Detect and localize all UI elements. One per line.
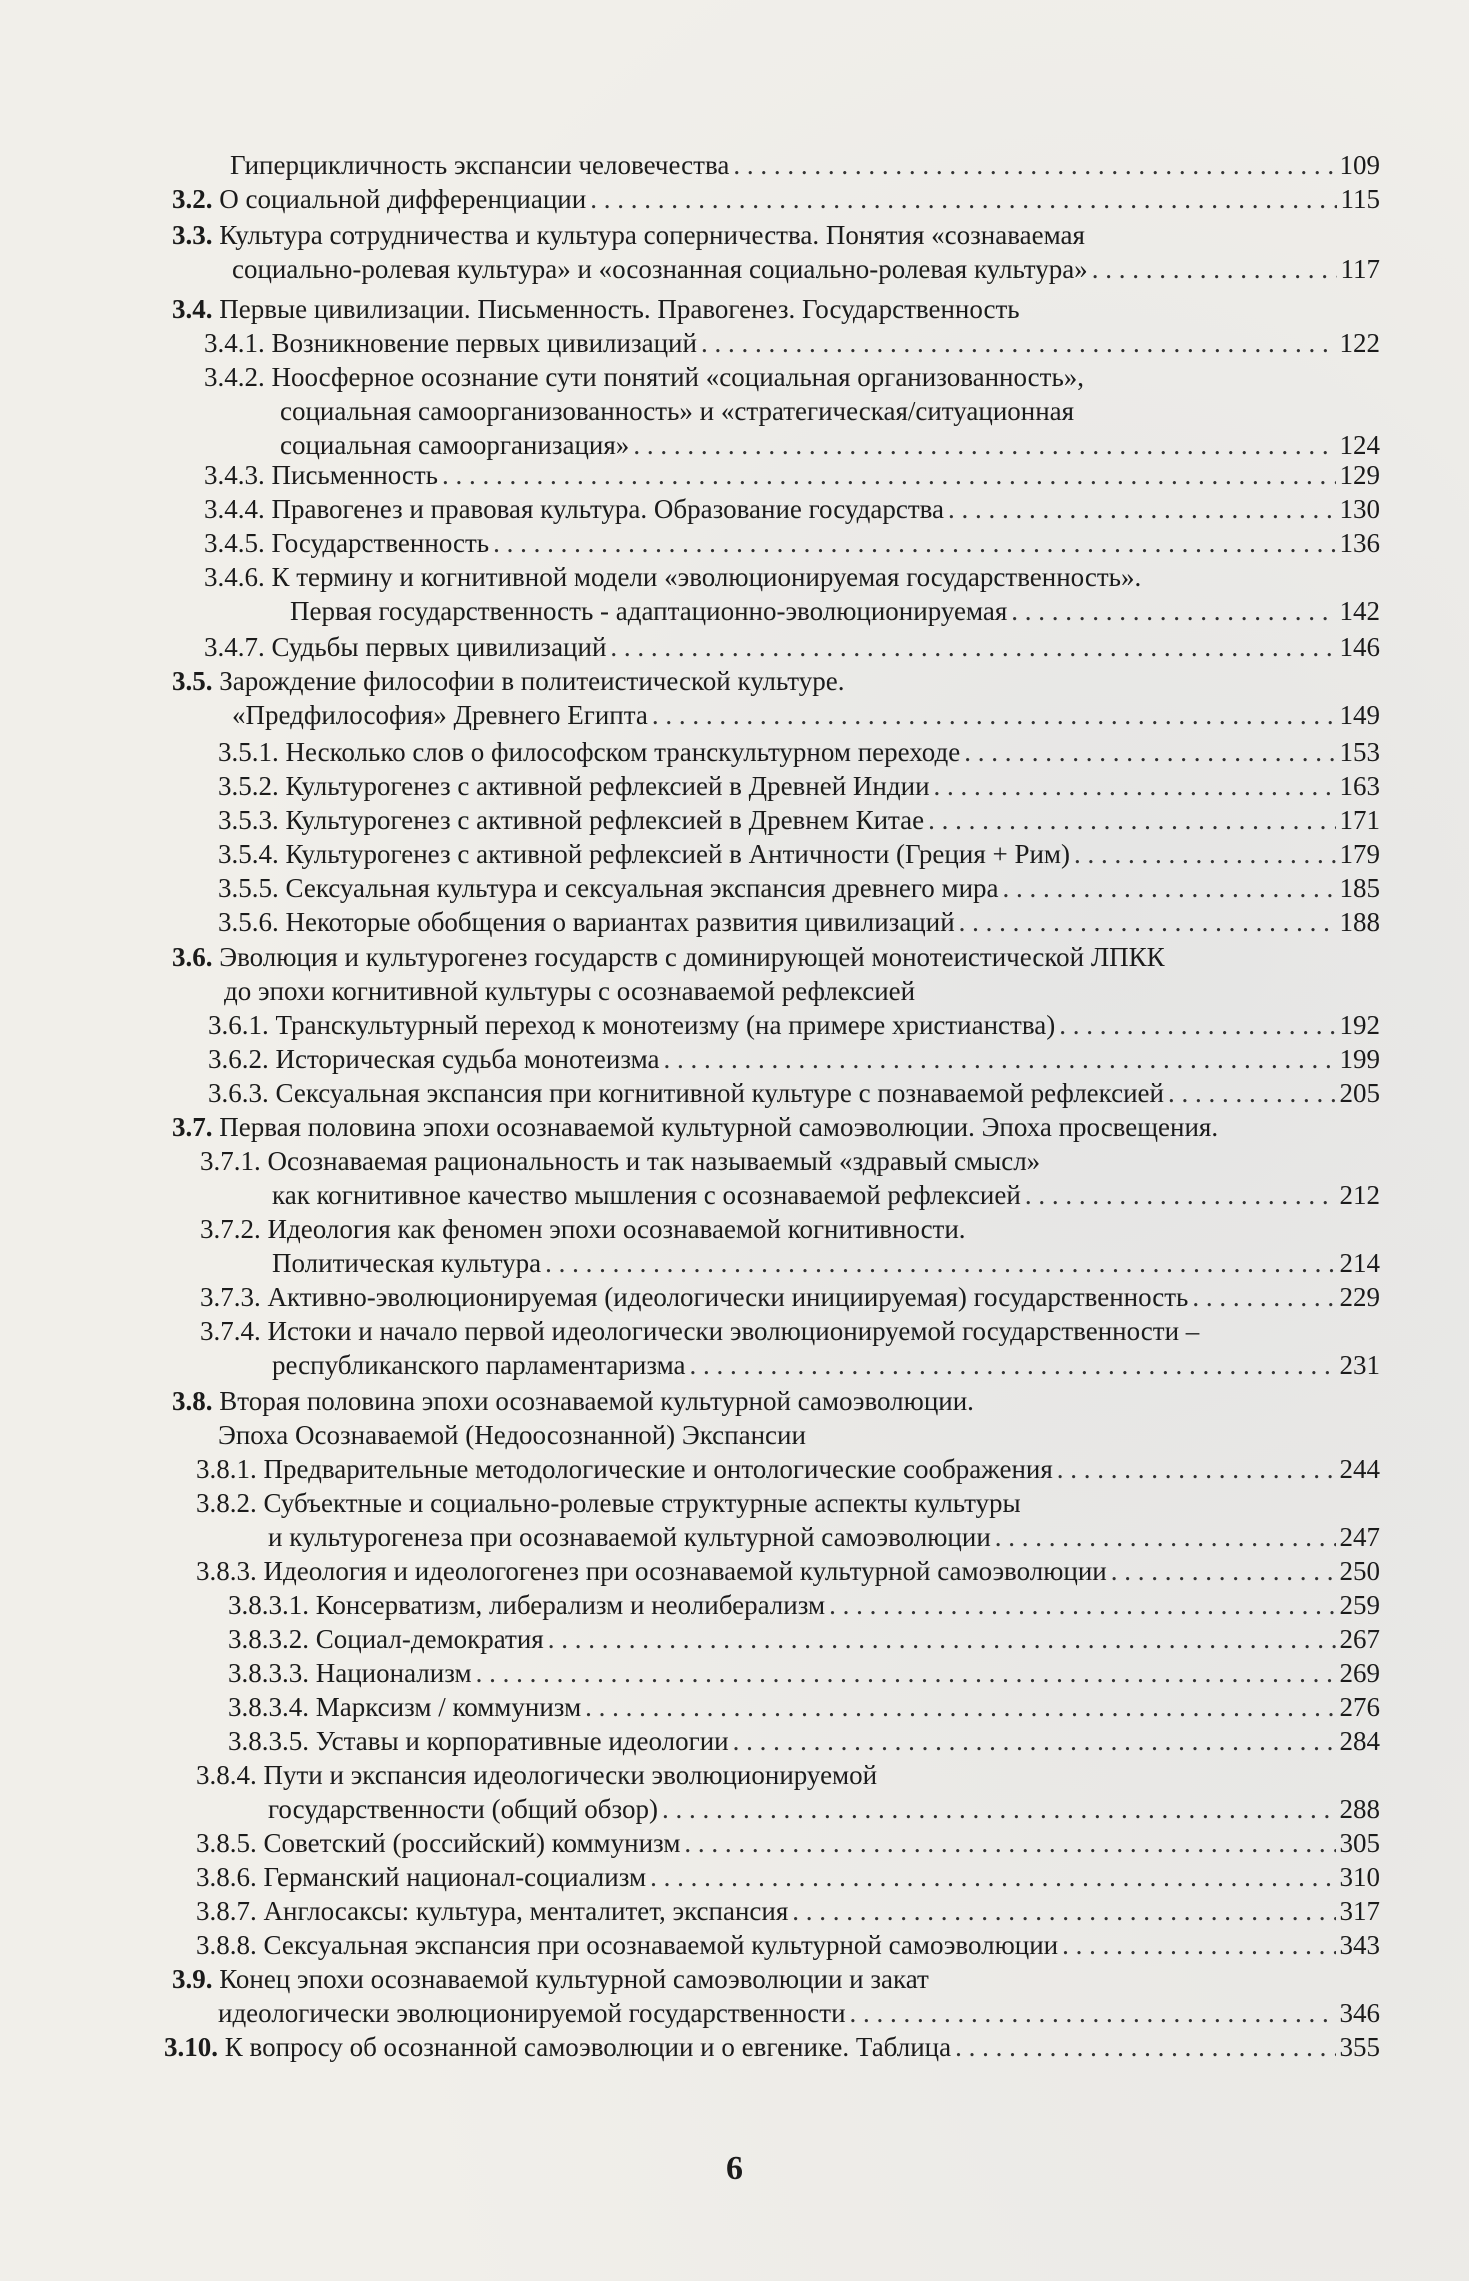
toc-page-number: 212 (1339, 1180, 1380, 1210)
toc-entry-line (208, 1076, 1380, 1110)
toc-entry-title: 3.6.3. Сексуальная экспансия при когнитивной культуре с познаваемой рефлексией (208, 1078, 1164, 1108)
toc-entry-title: республиканского парламентаризма (272, 1350, 686, 1380)
toc-entry-number: 3.4.1. (204, 328, 272, 358)
toc-entry-line (228, 1622, 1380, 1656)
dot-leader (733, 1724, 1336, 1758)
toc-entry-title: 3.8.3.1. Консерватизм, либерализм и неолиберализм (228, 1590, 826, 1620)
toc-entry-number: 3.8.4. (196, 1760, 264, 1790)
dot-leader (964, 735, 1335, 769)
toc-entry-title: 3.8.3.4. Марксизм / коммунизм (228, 1692, 582, 1722)
toc-entry-title: 3.8.8. Сексуальная экспансия при осознаваемой культурной самоэволюции (196, 1930, 1059, 1960)
dot-leader (690, 1348, 1336, 1382)
toc-entry-number: 3.8.6. (196, 1862, 264, 1892)
toc-entry-line (204, 360, 1084, 394)
dot-leader (959, 905, 1336, 939)
toc-entry-number: 3.8.5. (196, 1828, 264, 1858)
toc-entry-title: до эпохи когнитивной культуры с осознаваемой рефлексией (224, 976, 916, 1006)
toc-entry-line (268, 1520, 1380, 1554)
toc-entry-number: 3.6.3. (208, 1078, 276, 1108)
toc-entry-title: 3.8.5. Советский (российский) коммунизм (196, 1828, 681, 1858)
toc-entry-title: 3.8.3.2. Социал-демократия (228, 1624, 544, 1654)
toc-entry-line (272, 1178, 1380, 1212)
dot-leader (476, 1656, 1336, 1690)
toc-page-number: 205 (1339, 1078, 1380, 1108)
toc-entry-line (172, 182, 1380, 216)
toc-entry-title: 3.6.1. Транскультурный переход к монотеизму (на примере христианства) (208, 1010, 1056, 1040)
dot-leader (850, 1996, 1336, 2030)
toc-entry-title: 3.5.1. Несколько слов о философском транскультурном переходе (218, 737, 961, 767)
dot-leader (1057, 1452, 1336, 1486)
toc-entry-line (196, 1758, 877, 1792)
toc-page-number: 276 (1339, 1692, 1380, 1722)
toc-entry-number: 3.9. (172, 1964, 220, 1994)
toc-entry-line (172, 1962, 929, 1996)
toc-entry-title: 3.10. К вопросу об осознанной самоэволюции и о евгенике. Таблица (164, 2032, 952, 2062)
toc-page-number: 250 (1339, 1556, 1380, 1586)
toc-page-number: 310 (1339, 1862, 1380, 1892)
dot-leader (1059, 1008, 1335, 1042)
toc-entry-title: 3.5.2. Культурогенез с активной рефлексией в Древней Индии (218, 771, 930, 801)
toc-entry-line (290, 594, 1380, 628)
dot-leader (652, 698, 1336, 732)
toc-entry-line (204, 326, 1380, 360)
toc-entry-title: Истоки и начало первой идеологически эволюционируемой государственности – (267, 1316, 1200, 1346)
toc-entry-title: Первые цивилизации. Письменность. Правогенез. Государственность (219, 294, 1020, 324)
toc-entry-number: 3.4.2. (204, 362, 272, 392)
toc-entry-title: 3.4.4. Правогенез и правовая культура. Образование государства (204, 494, 945, 524)
toc-entry-line (172, 664, 844, 698)
toc-page-number: 317 (1339, 1896, 1380, 1926)
dot-leader (1092, 252, 1337, 286)
toc-entry-number: 3.7.4. (200, 1316, 268, 1346)
toc-entry-line (230, 148, 1380, 182)
toc-entry-title: идеологически эволюционируемой государственности (218, 1998, 846, 2028)
toc-entry-title: Эволюция и культурогенез государств с доминирующей монотеистической ЛПКК (219, 942, 1165, 972)
toc-entry-line (172, 1384, 974, 1418)
toc-entry-number: 3.8.3.1. (228, 1590, 316, 1620)
dot-leader (633, 428, 1335, 462)
toc-entry-line (208, 1042, 1380, 1076)
dot-leader (701, 326, 1336, 360)
dot-leader (1111, 1554, 1336, 1588)
toc-entry-title: 3.4.3. Письменность (204, 460, 438, 490)
toc-entry-number: 3.4.5. (204, 528, 272, 558)
toc-page-number: 163 (1339, 771, 1380, 801)
toc-entry-line (228, 1690, 1380, 1724)
page-number: 6 (726, 2150, 743, 2187)
toc-entry-title: Пути и экспансия идеологически эволюционируемой (263, 1760, 878, 1790)
toc-entry-number: 3.6.2. (208, 1044, 276, 1074)
toc-entry-line (218, 803, 1380, 837)
toc-entry-line (218, 837, 1380, 871)
toc-entry-number: 3.5.5. (218, 873, 286, 903)
toc-entry-line (172, 1110, 1218, 1144)
toc-entry-title: Идеология как феномен эпохи осознаваемой когнитивности. (267, 1214, 966, 1244)
dot-leader (1192, 1280, 1335, 1314)
toc-entry-number: 3.5.3. (218, 805, 286, 835)
toc-page-number: 122 (1339, 328, 1380, 358)
toc-entry-line (172, 218, 1085, 252)
dot-leader (1011, 594, 1335, 628)
toc-page-number: 149 (1339, 700, 1380, 730)
toc-entry-number: 3.8.8. (196, 1930, 264, 1960)
dot-leader (610, 630, 1335, 664)
toc-page-number: 305 (1339, 1828, 1380, 1858)
toc-entry-line (200, 1212, 966, 1246)
toc-entry-line (196, 1826, 1380, 1860)
toc-entry-line (196, 1452, 1380, 1486)
toc-entry-title: как когнитивное качество мышления с осознаваемой рефлексией (272, 1180, 1021, 1210)
toc-page-number: 130 (1339, 494, 1380, 524)
toc-entry-line (200, 1144, 1040, 1178)
toc-entry-line (280, 428, 1380, 462)
dot-leader (955, 2030, 1335, 2064)
toc-entry-title: К термину и когнитивной модели «эволюционируемая государственность». (271, 562, 1142, 592)
toc-entry-title: Субъектные и социально-ролевые структурные аспекты культуры (263, 1488, 1021, 1518)
toc-entry-title: 3.4.7. Судьбы первых цивилизаций (204, 632, 607, 662)
toc-entry-line (196, 1894, 1380, 1928)
toc-entry-title: государственности (общий обзор) (268, 1794, 659, 1824)
toc-entry-number: 3.8.1. (196, 1454, 264, 1484)
toc-page-number: 109 (1339, 150, 1380, 180)
toc-entry-number: 3.8.3.5. (228, 1726, 316, 1756)
toc-entry-line (196, 1928, 1380, 1962)
toc-entry-line (204, 630, 1380, 664)
toc-entry-line (204, 458, 1380, 492)
toc-entry-line (204, 492, 1380, 526)
toc-entry-title: Первая государственность - адаптационно-эволюционируемая (290, 596, 1008, 626)
toc-entry-title: 3.4.1. Возникновение первых цивилизаций (204, 328, 697, 358)
toc-page-number: 199 (1339, 1044, 1380, 1074)
dot-leader (662, 1792, 1335, 1826)
toc-entry-number: 3.7. (172, 1112, 220, 1142)
toc-entry-title: 3.5.5. Сексуальная культура и сексуальная экспансия древнего мира (218, 873, 999, 903)
dot-leader (1168, 1076, 1336, 1110)
toc-entry-line (196, 1554, 1380, 1588)
dot-leader (829, 1588, 1335, 1622)
toc-page-number: 124 (1339, 430, 1380, 460)
toc-entry-line (200, 1280, 1380, 1314)
toc-entry-line (218, 735, 1380, 769)
toc-page-number: 129 (1339, 460, 1380, 490)
toc-entry-line (228, 1724, 1380, 1758)
toc-entry-title: Осознаваемая рациональность и так называемый «здравый смысл» (267, 1146, 1041, 1176)
toc-entry-title: социальная самоорганизованность» и «стратегическая/ситуационная (280, 396, 1075, 426)
toc-page-number: 153 (1339, 737, 1380, 767)
toc-entry-title: 3.8.3. Идеология и идеологогенез при осознаваемой культурной самоэволюции (196, 1556, 1107, 1586)
toc-page-number: 346 (1339, 1998, 1380, 2028)
toc-entry-number: 3.6. (172, 942, 220, 972)
toc-entry-line (224, 974, 915, 1008)
dot-leader (493, 526, 1335, 560)
toc-entry-number: 3.2. (172, 184, 220, 214)
toc-entry-title: 3.8.6. Германский национал-социализм (196, 1862, 647, 1892)
toc-entry-line (204, 526, 1380, 560)
toc-entry-line (172, 292, 1020, 326)
toc-entry-number: 3.8.3. (196, 1556, 264, 1586)
toc-page-number: 343 (1339, 1930, 1380, 1960)
toc-entry-number: 3.8.3.3. (228, 1658, 316, 1688)
toc-entry-line (218, 769, 1380, 803)
toc-entry-title: социально-ролевая культура» и «осознанная социально-ролевая культура» (232, 254, 1088, 284)
dot-leader (928, 803, 1335, 837)
toc-page-number: 146 (1339, 632, 1380, 662)
toc-entry-line (200, 1314, 1199, 1348)
toc-entry-line (228, 1656, 1380, 1690)
toc-entry-title: 3.4.5. Государственность (204, 528, 490, 558)
toc-entry-title: Политическая культура (272, 1248, 542, 1278)
toc-entry-line (164, 2030, 1380, 2064)
toc-page-number: 231 (1339, 1350, 1380, 1380)
toc-entry-line (218, 1996, 1380, 2030)
toc-page-number: 142 (1339, 596, 1380, 626)
dot-leader (1074, 837, 1335, 871)
dot-leader (1003, 871, 1336, 905)
dot-leader (733, 148, 1335, 182)
toc-entry-line (268, 1792, 1380, 1826)
toc-page-number: 288 (1339, 1794, 1380, 1824)
toc-entry-line (218, 905, 1380, 939)
toc-entry-line (232, 252, 1380, 286)
toc-entry-line (172, 940, 1165, 974)
toc-entry-number: 3.8.3.4. (228, 1692, 316, 1722)
toc-entry-number: 3.4.4. (204, 494, 272, 524)
toc-entry-number: 3.7.1. (200, 1146, 268, 1176)
toc-entry-line (218, 1418, 806, 1452)
toc-entry-number: 3.8.3.2. (228, 1624, 316, 1654)
toc-page-number: 269 (1339, 1658, 1380, 1688)
toc-entry-title: 3.2. О социальной дифференциации (172, 184, 587, 214)
dot-leader (548, 1622, 1336, 1656)
toc-page-number: 267 (1339, 1624, 1380, 1654)
toc-entry-title: 3.5.6. Некоторые обобщения о вариантах развития цивилизаций (218, 907, 955, 937)
dot-leader (442, 458, 1336, 492)
toc-entry-title: Первая половина эпохи осознаваемой культурной самоэволюции. Эпоха просвещения. (219, 1112, 1219, 1142)
toc-page-number: 284 (1339, 1726, 1380, 1756)
toc-entry-title: 3.8.1. Предварительные методологические и онтологические соображения (196, 1454, 1053, 1484)
toc-entry-title: Конец эпохи осознаваемой культурной самоэволюции и закат (219, 1964, 929, 1994)
toc-entry-number: 3.7.3. (200, 1282, 268, 1312)
toc-entry-title: 3.8.3.3. Национализм (228, 1658, 472, 1688)
toc-entry-title: социальная самоорганизация» (280, 430, 630, 460)
toc-entry-line (228, 1588, 1380, 1622)
dot-leader (948, 492, 1335, 526)
toc-entry-title: Культура сотрудничества и культура соперничества. Понятия «сознаваемая (219, 220, 1085, 250)
toc-entry-number: 3.4.3. (204, 460, 272, 490)
toc-entry-title: Эпоха Осознаваемой (Недоосознанной) Экспансии (218, 1420, 806, 1450)
toc-page-number: 115 (1340, 184, 1380, 214)
dot-leader (1062, 1928, 1335, 1962)
toc-entry-line (272, 1348, 1380, 1382)
toc-entry-number: 3.3. (172, 220, 220, 250)
dot-leader (684, 1826, 1335, 1860)
dot-leader (792, 1894, 1335, 1928)
toc-page-number: 136 (1339, 528, 1380, 558)
dot-leader (664, 1042, 1336, 1076)
toc-entry-title: и культурогенеза при осознаваемой культурной самоэволюции (268, 1522, 991, 1552)
toc-entry-line (196, 1486, 1021, 1520)
toc-entry-title: 3.5.4. Культурогенез с активной рефлексией в Античности (Греция + Рим) (218, 839, 1071, 869)
toc-entry-line (196, 1860, 1380, 1894)
toc-page-number: 117 (1340, 254, 1380, 284)
toc-page-number: 259 (1339, 1590, 1380, 1620)
toc-page-number: 185 (1339, 873, 1380, 903)
toc-entry-number: 3.5. (172, 666, 220, 696)
toc-entry-number: 3.4.7. (204, 632, 272, 662)
dot-leader (545, 1246, 1335, 1280)
dot-leader (1025, 1178, 1336, 1212)
toc-entry-line (272, 1246, 1380, 1280)
toc-entry-number: 3.8.2. (196, 1488, 264, 1518)
toc-entry-line (208, 1008, 1380, 1042)
toc-entry-title: 3.5.3. Культурогенез с активной рефлексией в Древнем Китае (218, 805, 925, 835)
toc-page-number: 171 (1339, 805, 1380, 835)
toc-entry-number: 3.4.6. (204, 562, 272, 592)
toc-page-number: 244 (1339, 1454, 1380, 1484)
toc-entry-line (232, 698, 1380, 732)
toc-entry-line (218, 871, 1380, 905)
toc-entry-title: 3.6.2. Историческая судьба монотеизма (208, 1044, 660, 1074)
dot-leader (934, 769, 1336, 803)
toc-entry-title: Зарождение философии в политеистической культуре. (219, 666, 845, 696)
toc-entry-title: 3.7.3. Активно-эволюционируемая (идеологически инициируемая) государственность (200, 1282, 1189, 1312)
toc-page-number: 179 (1339, 839, 1380, 869)
toc-entry-number: 3.8.7. (196, 1896, 264, 1926)
dot-leader (995, 1520, 1336, 1554)
toc-entry-title: 3.8.7. Англосаксы: культура, менталитет, экспансия (196, 1896, 789, 1926)
toc-page-number: 188 (1339, 907, 1380, 937)
toc-entry-title: Ноосферное осознание сути понятий «социальная организованность», (271, 362, 1085, 392)
toc-page-number: 192 (1339, 1010, 1380, 1040)
toc-page-number: 229 (1339, 1282, 1380, 1312)
toc-entry-number: 3.5.6. (218, 907, 286, 937)
toc-entry-number: 3.5.2. (218, 771, 286, 801)
toc-entry-number: 3.6.1. (208, 1010, 276, 1040)
dot-leader (650, 1860, 1335, 1894)
toc-entry-number: 3.8. (172, 1386, 220, 1416)
toc-entry-line (280, 394, 1074, 428)
toc-entry-line (204, 560, 1141, 594)
toc-page-number: 214 (1339, 1248, 1380, 1278)
toc-entry-title: Вторая половина эпохи осознаваемой культурной самоэволюции. (219, 1386, 974, 1416)
toc-page-number: 247 (1339, 1522, 1380, 1552)
dot-leader (590, 182, 1336, 216)
toc-entry-number: 3.4. (172, 294, 220, 324)
toc-entry-title: «Предфилософия» Древнего Египта (232, 700, 648, 730)
toc-entry-number: 3.10. (164, 2032, 225, 2062)
toc-entry-number: 3.5.1. (218, 737, 286, 767)
toc-entry-number: 3.7.2. (200, 1214, 268, 1244)
dot-leader (585, 1690, 1335, 1724)
toc-entry-number: 3.5.4. (218, 839, 286, 869)
toc-entry-title: Гиперцикличность экспансии человечества (230, 150, 730, 180)
toc-entry-title: 3.8.3.5. Уставы и корпоративные идеологии (228, 1726, 729, 1756)
toc-page-number: 355 (1339, 2032, 1380, 2062)
